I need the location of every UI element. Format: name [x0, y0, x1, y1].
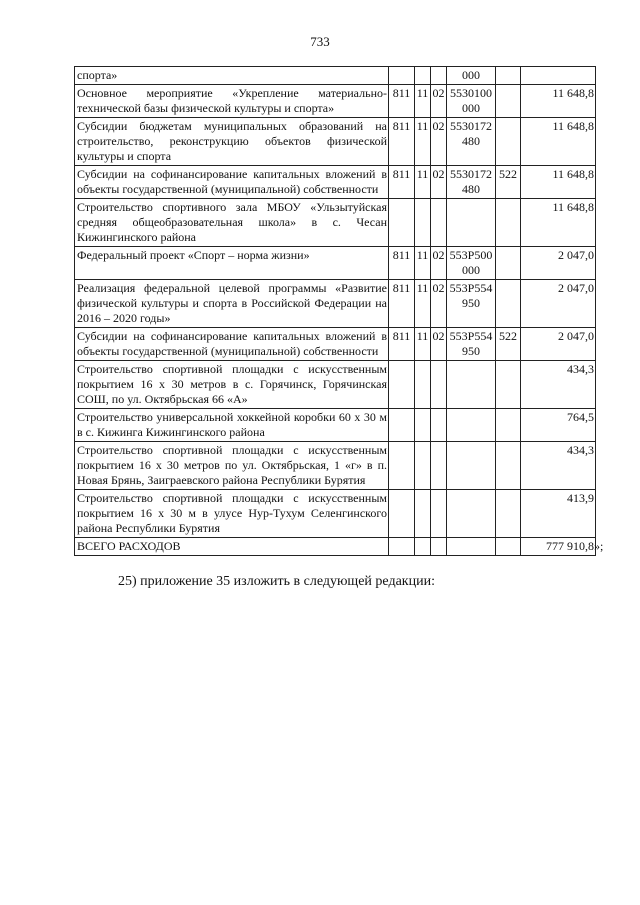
- amount-cell: 777 910,8: [521, 538, 596, 556]
- amount-cell: 11 648,8: [521, 118, 596, 166]
- expense-type-cell: [496, 85, 521, 118]
- grbs-code-cell: [389, 361, 415, 409]
- item-name-cell: Строительство спортивного зала МБОУ «Ульзытуйская средняя общеобразовательная школа» в с. Чесан Кижингинского района: [75, 199, 389, 247]
- expense-type-cell: [496, 361, 521, 409]
- subsection-code-cell: 02: [431, 118, 447, 166]
- section-code-cell: [415, 442, 431, 490]
- expense-type-cell: [496, 199, 521, 247]
- table-row: [75, 166, 596, 199]
- amount-cell: 434,3: [521, 361, 596, 409]
- grbs-code-cell: [389, 538, 415, 556]
- target-article-cell: 000: [447, 67, 496, 85]
- expense-type-cell: 522: [496, 166, 521, 199]
- item-name-cell: спорта»: [75, 67, 389, 85]
- subsection-code-cell: 02: [431, 280, 447, 328]
- section-code-cell: [415, 199, 431, 247]
- section-code-cell: 11: [415, 328, 431, 361]
- table-row: [75, 118, 596, 166]
- target-article-cell: [447, 538, 496, 556]
- table-row: [75, 328, 596, 361]
- grbs-code-cell: 811: [389, 247, 415, 280]
- expense-type-cell: [496, 247, 521, 280]
- grbs-code-cell: [389, 442, 415, 490]
- grbs-code-cell: [389, 67, 415, 85]
- section-code-cell: 11: [415, 118, 431, 166]
- subsection-code-cell: [431, 361, 447, 409]
- subsection-code-cell: [431, 199, 447, 247]
- table-row: [75, 247, 596, 280]
- amount-cell: 413,9: [521, 490, 596, 538]
- expense-type-cell: [496, 490, 521, 538]
- grbs-code-cell: [389, 199, 415, 247]
- budget-table: [74, 66, 596, 556]
- amount-cell: 11 648,8: [521, 199, 596, 247]
- target-article-cell: 553P554 950: [447, 328, 496, 361]
- expense-type-cell: 522: [496, 328, 521, 361]
- grbs-code-cell: 811: [389, 85, 415, 118]
- amount-cell: [521, 67, 596, 85]
- section-code-cell: 11: [415, 85, 431, 118]
- section-code-cell: [415, 538, 431, 556]
- subsection-code-cell: 02: [431, 85, 447, 118]
- grbs-code-cell: 811: [389, 280, 415, 328]
- amount-cell: 434,3: [521, 442, 596, 490]
- section-code-cell: 11: [415, 166, 431, 199]
- table-row: [75, 85, 596, 118]
- item-name-cell: Строительство универсальной хоккейной коробки 60 х 30 м в с. Кижинга Кижингинского района: [75, 409, 389, 442]
- target-article-cell: [447, 199, 496, 247]
- expense-type-cell: [496, 538, 521, 556]
- subsection-code-cell: [431, 538, 447, 556]
- grbs-code-cell: 811: [389, 118, 415, 166]
- target-article-cell: 5530172 480: [447, 166, 496, 199]
- section-code-cell: [415, 67, 431, 85]
- subsection-code-cell: 02: [431, 328, 447, 361]
- target-article-cell: [447, 409, 496, 442]
- table-row: [75, 199, 596, 247]
- page-number: 733: [310, 34, 330, 49]
- amount-cell: 11 648,8: [521, 166, 596, 199]
- expense-type-cell: [496, 409, 521, 442]
- target-article-cell: 553P500 000: [447, 247, 496, 280]
- section-code-cell: [415, 490, 431, 538]
- item-name-cell: Строительство спортивной площадки с искусственным покрытием 16 х 30 м в улусе Нур-Тухум Селенгинского района Республики Бурятия: [75, 490, 389, 538]
- expense-type-cell: [496, 118, 521, 166]
- section-code-cell: [415, 409, 431, 442]
- target-article-cell: 5530100 000: [447, 85, 496, 118]
- table-row: [75, 538, 596, 556]
- section-code-cell: 11: [415, 280, 431, 328]
- amount-cell: 11 648,8: [521, 85, 596, 118]
- expense-type-cell: [496, 442, 521, 490]
- amount-cell: 2 047,0: [521, 247, 596, 280]
- target-article-cell: [447, 442, 496, 490]
- amount-cell: 2 047,0: [521, 328, 596, 361]
- item-name-cell: Основное мероприятие «Укрепление материально-технической базы физической культуры и спорта»: [75, 85, 389, 118]
- item-name-cell: Субсидии бюджетам муниципальных образований на строительство, реконструкцию объектов физической культуры и спорта: [75, 118, 389, 166]
- table-row: [75, 361, 596, 409]
- amount-cell: 2 047,0: [521, 280, 596, 328]
- subsection-code-cell: [431, 490, 447, 538]
- subsection-code-cell: [431, 442, 447, 490]
- item-name-cell: Субсидии на софинансирование капитальных вложений в объекты государственной (муниципальной) собственности: [75, 166, 389, 199]
- target-article-cell: [447, 361, 496, 409]
- item-name-cell: Федеральный проект «Спорт – норма жизни»: [75, 247, 389, 280]
- item-name-cell: Субсидии на софинансирование капитальных вложений в объекты государственной (муниципальной) собственности: [75, 328, 389, 361]
- grbs-code-cell: [389, 409, 415, 442]
- subsection-code-cell: 02: [431, 247, 447, 280]
- table-row: [75, 280, 596, 328]
- target-article-cell: [447, 490, 496, 538]
- table-row: [75, 442, 596, 490]
- target-article-cell: 5530172 480: [447, 118, 496, 166]
- instruction-text: 25) приложение 35 изложить в следующей редакции:: [118, 573, 435, 589]
- table-row: [75, 409, 596, 442]
- subsection-code-cell: [431, 409, 447, 442]
- subsection-code-cell: 02: [431, 166, 447, 199]
- item-name-cell: Строительство спортивной площадки с искусственным покрытием 16 х 30 метров в с. Горячинск, Горячинская СОШ, по ул. Октябрьская 66 «А»: [75, 361, 389, 409]
- section-code-cell: [415, 361, 431, 409]
- target-article-cell: 553P554 950: [447, 280, 496, 328]
- expense-type-cell: [496, 67, 521, 85]
- item-name-cell: Реализация федеральной целевой программы «Развитие физической культуры и спорта в Российской Федерации на 2016 – 2020 годы»: [75, 280, 389, 328]
- section-code-cell: 11: [415, 247, 431, 280]
- expense-type-cell: [496, 280, 521, 328]
- grbs-code-cell: [389, 490, 415, 538]
- item-name-cell: ВСЕГО РАСХОДОВ: [75, 538, 389, 556]
- table-row: [75, 67, 596, 85]
- subsection-code-cell: [431, 67, 447, 85]
- grbs-code-cell: 811: [389, 328, 415, 361]
- grbs-code-cell: 811: [389, 166, 415, 199]
- item-name-cell: Строительство спортивной площадки с искусственным покрытием 16 х 30 метров по ул. Октябрьская, 1 «г» в п. Новая Брянь, Заиграевского района Республики Бурятия: [75, 442, 389, 490]
- table-row: [75, 490, 596, 538]
- closing-quote-mark: »;: [594, 538, 604, 553]
- amount-cell: 764,5: [521, 409, 596, 442]
